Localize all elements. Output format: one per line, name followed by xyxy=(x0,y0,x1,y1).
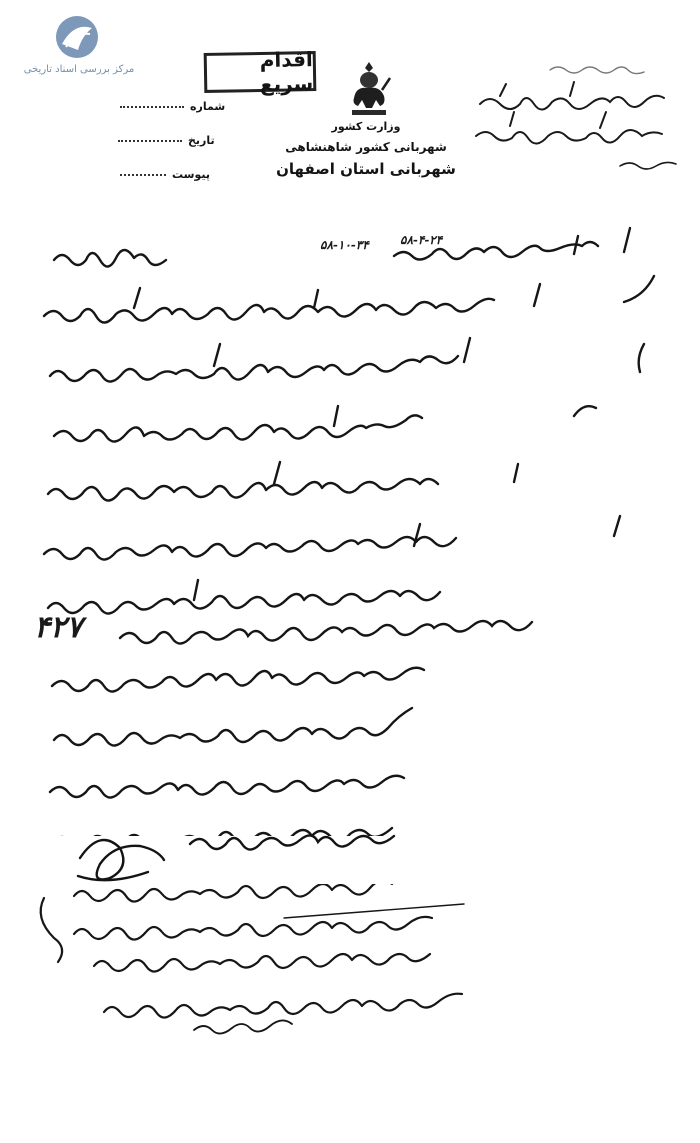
letterhead-police-national: شهربانی کشور شاهنشاهی xyxy=(285,140,447,154)
date-label: تاریخ xyxy=(188,134,215,147)
reference-number-2: ۵۸-۱۰-۳۴ xyxy=(320,238,369,252)
reference-number-1: ۵۸-۴-۲۴ xyxy=(400,233,443,247)
watermark-text: مرکز بررسی اسناد تاریخی xyxy=(23,64,135,75)
attachment-field xyxy=(120,168,210,181)
date-field xyxy=(118,134,215,147)
attachment-label: پیوست xyxy=(172,168,210,181)
handwritten-number-row xyxy=(110,618,670,648)
letterhead-ministry: وزارت کشور xyxy=(331,120,401,133)
addressee-handwriting xyxy=(470,56,692,196)
archive-center-logo-icon xyxy=(52,14,102,60)
number-label: شماره xyxy=(190,100,226,113)
lion-sun-emblem-icon xyxy=(346,60,392,118)
marginal-note-handwriting xyxy=(14,884,686,1044)
urgent-stamp: اقدام سریع xyxy=(204,51,317,93)
large-handwritten-number: ۴۲۷ xyxy=(34,610,83,645)
letterhead-police-isfahan: شهربانی استان اصفهان xyxy=(276,160,456,178)
handwritten-body xyxy=(14,216,686,836)
signature-block xyxy=(60,818,480,890)
number-field xyxy=(120,100,225,113)
